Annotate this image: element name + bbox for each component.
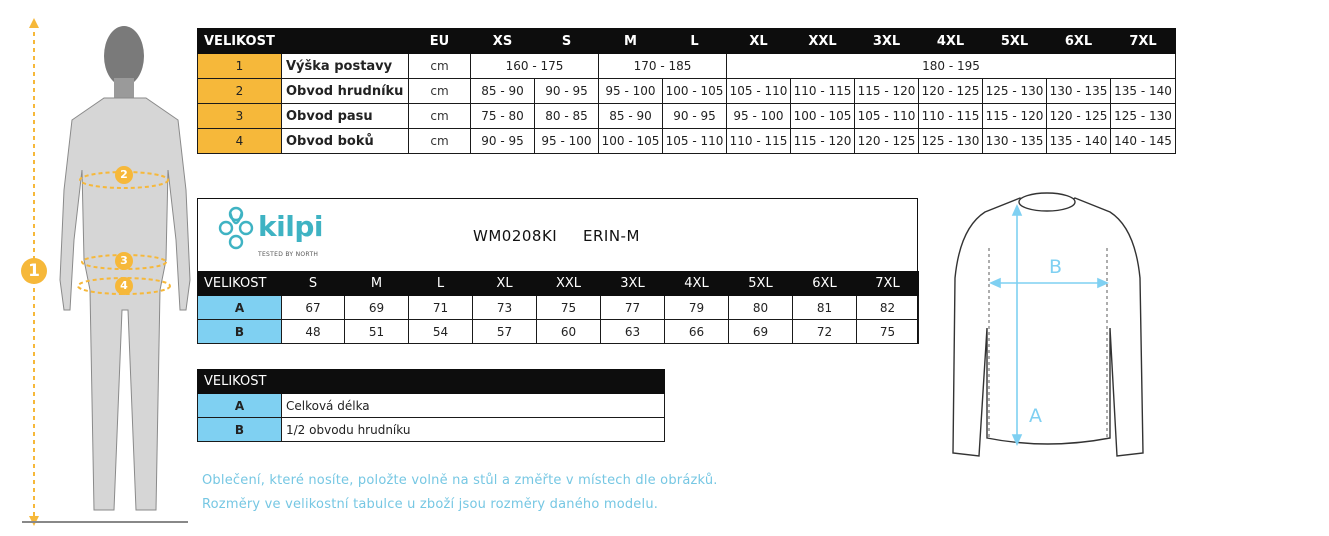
- table-cell: 130 - 135: [983, 129, 1047, 154]
- table-cell: 72: [793, 320, 857, 344]
- measurement-legend-table: [197, 369, 665, 442]
- hips-marker: 4: [115, 277, 133, 295]
- row-number: 1: [198, 54, 282, 79]
- row-unit: cm: [409, 104, 471, 129]
- table-cell: 75: [537, 296, 601, 320]
- product-name: ERIN-M: [583, 227, 640, 245]
- note-line: Rozměry ve velikostní tabulce u zboží jsou rozměry daného modelu.: [202, 497, 659, 512]
- header-5xl: 5XL: [729, 272, 793, 296]
- table-cell: 125 - 130: [919, 129, 983, 154]
- header-velikost: VELIKOST: [198, 29, 409, 54]
- header-xl: XL: [473, 272, 537, 296]
- row-unit: cm: [409, 54, 471, 79]
- product-code: WM0208KI: [473, 227, 558, 245]
- header-xxl: XXL: [537, 272, 601, 296]
- table-cell: 120 - 125: [855, 129, 919, 154]
- note-line: Oblečení, které nosíte, položte volně na stůl a změřte v místech dle obrázků.: [202, 473, 718, 488]
- header-xxl: XXL: [791, 29, 855, 54]
- table-cell: 100 - 105: [663, 79, 727, 104]
- row-number: 4: [198, 129, 282, 154]
- table-cell: 85 - 90: [471, 79, 535, 104]
- brand-name: kilpi: [258, 210, 323, 243]
- header-6xl: 6XL: [793, 272, 857, 296]
- header-xs: XS: [471, 29, 535, 54]
- table-cell: 57: [473, 320, 537, 344]
- table-cell: 71: [409, 296, 473, 320]
- header-3xl: 3XL: [601, 272, 665, 296]
- row-label: B: [198, 418, 282, 442]
- header-eu: EU: [409, 29, 471, 54]
- table-cell: 105 - 110: [855, 104, 919, 129]
- product-table-header-row: [198, 272, 919, 296]
- legend-header-row: [198, 370, 665, 394]
- table-cell: 100 - 105: [791, 104, 855, 129]
- header-velikost: VELIKOST: [198, 272, 282, 296]
- table-cell: 90 - 95: [535, 79, 599, 104]
- table-row: [198, 418, 665, 442]
- row-number: 2: [198, 79, 282, 104]
- table-cell: 80: [729, 296, 793, 320]
- table-cell: 73: [473, 296, 537, 320]
- table-cell: 54: [409, 320, 473, 344]
- kilpi-logo-icon: [216, 204, 256, 260]
- header-7xl: 7XL: [857, 272, 919, 296]
- table-cell: 110 - 115: [919, 104, 983, 129]
- table-cell: 69: [729, 320, 793, 344]
- header-4xl: 4XL: [665, 272, 729, 296]
- table-row: [198, 54, 1176, 79]
- table-cell: 48: [282, 320, 345, 344]
- table-cell: 82: [857, 296, 919, 320]
- table-cell: 115 - 120: [855, 79, 919, 104]
- table-cell: 63: [601, 320, 665, 344]
- header-3xl: 3XL: [855, 29, 919, 54]
- table-row: [198, 394, 665, 418]
- table-cell: 90 - 95: [471, 129, 535, 154]
- product-size-table: [197, 271, 919, 344]
- table-cell: 110 - 115: [791, 79, 855, 104]
- row-label: A: [198, 394, 282, 418]
- waist-marker: 3: [115, 252, 133, 270]
- table-cell: 85 - 90: [599, 104, 663, 129]
- table-cell: 75 - 80: [471, 104, 535, 129]
- size-chart-table: [197, 28, 1176, 154]
- header-m: M: [599, 29, 663, 54]
- header-s: S: [282, 272, 345, 296]
- chest-marker: 2: [115, 166, 133, 184]
- table-row: [198, 129, 1176, 154]
- row-number: 3: [198, 104, 282, 129]
- row-label: Obvod pasu: [282, 104, 409, 129]
- table-cell: 125 - 130: [983, 79, 1047, 104]
- table-cell: 77: [601, 296, 665, 320]
- brand-tagline: TESTED BY NORTH: [258, 251, 319, 258]
- table-cell: 80 - 85: [535, 104, 599, 129]
- table-cell: 135 - 140: [1047, 129, 1111, 154]
- shirt-marker-b: B: [1049, 256, 1063, 278]
- header-5xl: 5XL: [983, 29, 1047, 54]
- table-cell: 120 - 125: [919, 79, 983, 104]
- table-cell: 95 - 100: [599, 79, 663, 104]
- table-cell: 115 - 120: [791, 129, 855, 154]
- table-cell: 180 - 195: [727, 54, 1176, 79]
- table-cell: 110 - 115: [727, 129, 791, 154]
- table-cell: 95 - 100: [535, 129, 599, 154]
- table-cell: 95 - 100: [727, 104, 791, 129]
- table-cell: 75: [857, 320, 919, 344]
- row-description: 1/2 obvodu hrudníku: [282, 418, 665, 442]
- table-cell: 140 - 145: [1111, 129, 1176, 154]
- table-cell: 51: [345, 320, 409, 344]
- height-marker: 1: [21, 258, 47, 284]
- header-xl: XL: [727, 29, 791, 54]
- header-6xl: 6XL: [1047, 29, 1111, 54]
- shirt-marker-a: A: [1029, 405, 1042, 427]
- table-cell: 125 - 130: [1111, 104, 1176, 129]
- table-cell: 105 - 110: [727, 79, 791, 104]
- row-label: B: [198, 320, 282, 344]
- table-cell: 120 - 125: [1047, 104, 1111, 129]
- table-row: [198, 320, 919, 344]
- table-cell: 100 - 105: [599, 129, 663, 154]
- size-chart-header-row: [198, 29, 1176, 54]
- table-cell: 160 - 175: [471, 54, 599, 79]
- table-cell: 135 - 140: [1111, 79, 1176, 104]
- table-cell: 67: [282, 296, 345, 320]
- table-cell: 105 - 110: [663, 129, 727, 154]
- header-4xl: 4XL: [919, 29, 983, 54]
- table-cell: 130 - 135: [1047, 79, 1111, 104]
- row-unit: cm: [409, 129, 471, 154]
- table-row: [198, 104, 1176, 129]
- table-cell: 90 - 95: [663, 104, 727, 129]
- header-velikost: VELIKOST: [198, 370, 665, 394]
- shirt-diagram: [945, 188, 1150, 463]
- table-cell: 69: [345, 296, 409, 320]
- row-description: Celková délka: [282, 394, 665, 418]
- table-row: [198, 79, 1176, 104]
- table-cell: 79: [665, 296, 729, 320]
- table-row: [198, 296, 919, 320]
- table-cell: 115 - 120: [983, 104, 1047, 129]
- row-label: Obvod boků: [282, 129, 409, 154]
- table-cell: 66: [665, 320, 729, 344]
- table-cell: 60: [537, 320, 601, 344]
- header-l: L: [663, 29, 727, 54]
- header-7xl: 7XL: [1111, 29, 1176, 54]
- table-cell: 81: [793, 296, 857, 320]
- header-s: S: [535, 29, 599, 54]
- header-l: L: [409, 272, 473, 296]
- row-unit: cm: [409, 79, 471, 104]
- row-label: Obvod hrudníku: [282, 79, 409, 104]
- header-m: M: [345, 272, 409, 296]
- table-cell: 170 - 185: [599, 54, 727, 79]
- row-label: A: [198, 296, 282, 320]
- row-label: Výška postavy: [282, 54, 409, 79]
